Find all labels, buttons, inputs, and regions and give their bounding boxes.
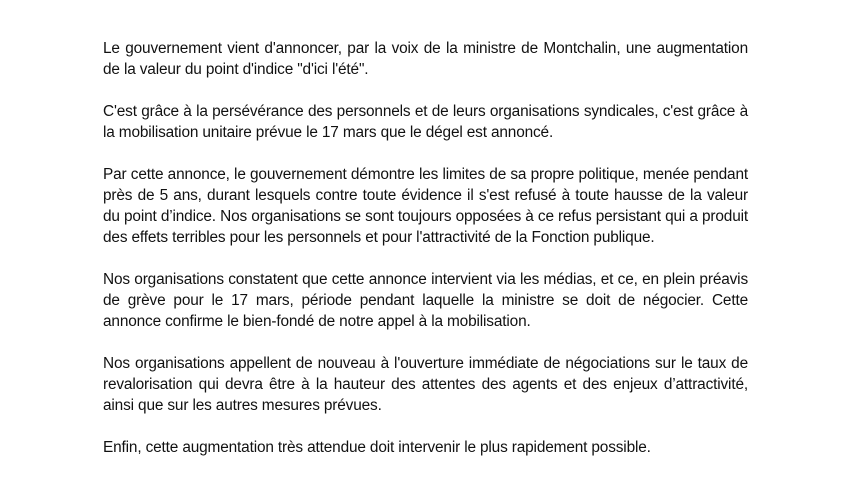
paragraph-announcement: Le gouvernement vient d'annoncer, par la voix de la ministre de Montchalin, une augmentation de la valeur du point d'indice "d'ici l'été". <box>103 40 748 78</box>
paragraph-perseverance: C'est grâce à la persévérance des personnels et de leurs organisations syndicales, c'est grâce à la mobilisation unitaire prévue le 17 mars que le dégel est annoncé. <box>103 103 748 141</box>
paragraph-conclusion: Enfin, cette augmentation très attendue doit intervenir le plus rapidement possible. <box>103 439 651 456</box>
paragraph-negotiations-call: Nos organisations appellent de nouveau à l'ouverture immédiate de négociations sur le taux de revalorisation qui devra être à la hauteur des attentes des agents et des enjeux d’attractivité, ainsi que sur les autres mesures prévues. <box>103 355 748 414</box>
document-body <box>103 38 748 479</box>
paragraph-policy-limits: Par cette annonce, le gouvernement démontre les limites de sa propre politique, menée pendant près de 5 ans, durant lesquels contre toute évidence il s'est refusé à toute hausse de la valeur du point d’indice. Nos organisations se sont toujours opposées à ce refus persistant qui a produit des effets terribles pour les personnels et pour l'attractivité de la Fonction publique. <box>103 166 748 246</box>
paragraph-media-announcement: Nos organisations constatent que cette annonce intervient via les médias, et ce, en plein préavis de grève pour le 17 mars, période pendant laquelle la ministre se doit de négocier. Cette annonce confirme le bien-fondé de notre appel à la mobilisation. <box>103 271 748 330</box>
